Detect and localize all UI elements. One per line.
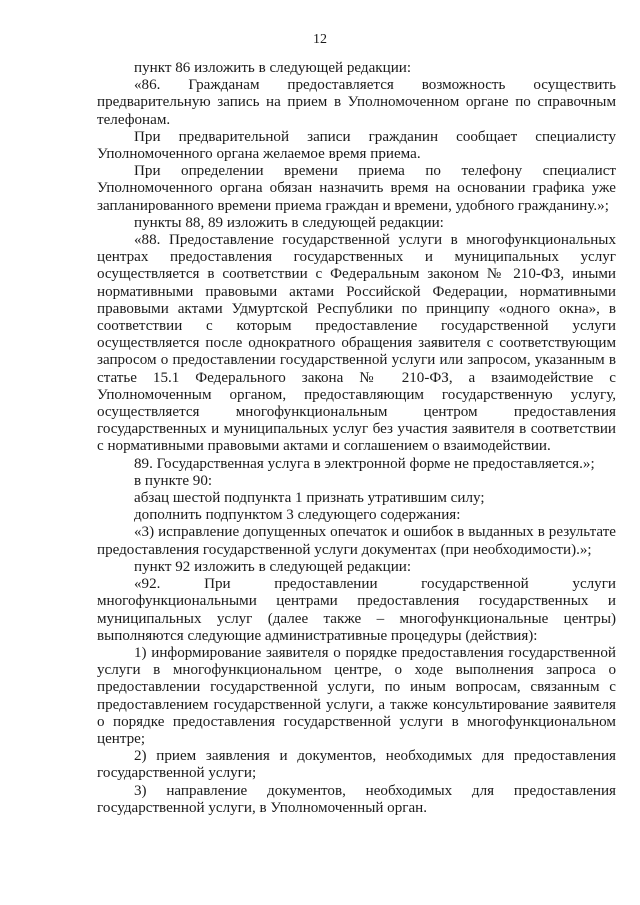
paragraph: «88. Предоставление государственной услуги в многофункциональных центрах предоставления государственных и муниципальных услуг осуществляется в соответствии с Федеральным законом № 210-ФЗ, иными нормативными правовыми актами Российской Федерации, нормативными правовыми актами Удмуртской Республики по принципу «одного окна», в соответствии с которым предоставление государственной услуги осуществляется после однократного обращения заявителя с соответствующим запросом о предоставлении государственной услуги или запросом, указанным в статье 15.1 Федерального закона № 210-ФЗ, а взаимодействие с Уполномоченным органом, предоставляющим государственную услугу, осуществляется многофункциональным центром предоставления государственных и муниципальных услуг без участия заявителя в соответствии с нормативными правовыми актами и соглашением о взаимодействии. bbox=[97, 232, 616, 455]
paragraph: 3) направление документов, необходимых для предоставления государственной услуги, в Уполномоченный орган. bbox=[97, 782, 616, 816]
paragraph: При предварительной записи гражданин сообщает специалисту Уполномоченного органа желаемое время приема. bbox=[97, 128, 616, 163]
document-body bbox=[97, 60, 616, 817]
paragraph: При определении времени приема по телефону специалист Уполномоченного органа обязан назначить время на основании графика уже запланированного времени приема граждан и времени, удобного гражданину.»; bbox=[97, 163, 616, 214]
paragraph: в пункте 90: bbox=[134, 472, 213, 489]
paragraph: «92. При предоставлении государственной услуги многофункциональными центрами предоставления государственных и муниципальных услуг (далее также – многофункциональные центры) выполняются следующие административные процедуры (действия): bbox=[97, 576, 616, 644]
paragraph: 1) информирование заявителя о порядке предоставления государственной услуги в многофункциональном центре, о ходе выполнения запроса о предоставлении государственной услуги, по иным вопросам, связанным с предоставлением государственной услуги, а также консультирование заявителя о порядке предоставления государственной услуги в многофункциональном центре; bbox=[97, 644, 616, 747]
paragraph: «3) исправление допущенных опечаток и ошибок в выданных в результате предоставления государственной услуги документах (при необходимости).»; bbox=[97, 524, 616, 558]
paragraph: дополнить подпунктом 3 следующего содержания: bbox=[134, 507, 461, 524]
paragraph: пункт 92 изложить в следующей редакции: bbox=[134, 558, 412, 575]
paragraph: абзац шестой подпункта 1 признать утратившим силу; bbox=[134, 490, 485, 507]
paragraph: 89. Государственная услуга в электронной форме не предоставляется.»; bbox=[134, 455, 595, 472]
paragraph: пункты 88, 89 изложить в следующей редакции: bbox=[134, 214, 444, 231]
paragraph: «86. Гражданам предоставляется возможность осуществить предварительную запись на прием в Уполномоченном органе по справочным телефонам. bbox=[97, 77, 616, 128]
page-number: 12 bbox=[313, 32, 327, 47]
paragraph: 2) прием заявления и документов, необходимых для предоставления государственной услуги; bbox=[97, 748, 616, 782]
paragraph: пункт 86 изложить в следующей редакции: bbox=[134, 60, 412, 76]
